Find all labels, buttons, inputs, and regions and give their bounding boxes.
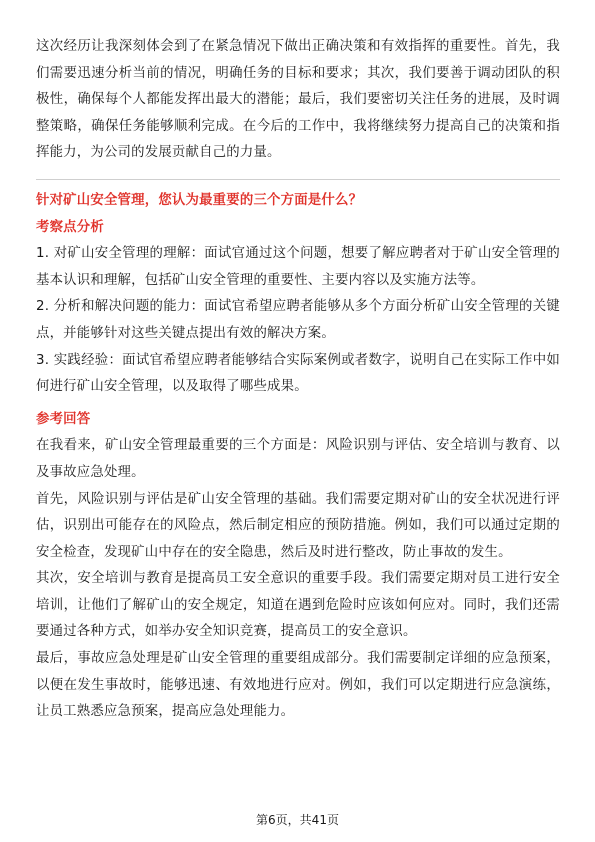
answer-paragraph: 最后，事故应急处理是矿山安全管理的重要组成部分。我们需要制定详细的应急预案，以便在发生事故时，能够迅速、有效地进行应对。例如，我们可以定期进行应急演练，让员工熟悉应急预案，提高应急处理能力。 xyxy=(36,651,560,720)
analysis-item: 1. 对矿山安全管理的理解：面试官通过这个问题，想要了解应聘者对于矿山安全管理的基本认识和理解，包括矿山安全管理的重要性、主要内容以及实施方法等。 xyxy=(36,246,560,288)
page-number: 第6页，共41页 xyxy=(256,813,339,827)
analysis-title: 考察点分析 xyxy=(36,219,104,235)
answer-paragraph: 在我看来，矿山安全管理最重要的三个方面是：风险识别与评估、安全培训与教育、以及事故应急处理。 xyxy=(36,438,560,480)
answer-paragraph: 首先，风险识别与评估是矿山安全管理的基础。我们需要定期对矿山的安全状况进行评估，识别出可能存在的风险点，然后制定相应的预防措施。例如，我们可以通过定期的安全检查，发现矿山中存在的安全隐患，然后及时进行整改，防止事故的发生。 xyxy=(36,491,560,560)
question-heading: 针对矿山安全管理，您认为最重要的三个方面是什么？ xyxy=(36,192,363,208)
answer-title: 参考回答 xyxy=(36,411,91,427)
document-page xyxy=(36,34,560,726)
intro-paragraph: 这次经历让我深刻体会到了在紧急情况下做出正确决策和有效指挥的重要性。首先，我们需要迅速分析当前的情况，明确任务的目标和要求；其次，我们要善于调动团队的积极性，确保每个人都能发挥出最大的潜能；最后，我们要密切关注任务的进展，及时调整策略，确保任务能够顺利完成。在今后的工作中，我将继续努力提高自己的决策和指挥能力，为公司的发展贡献自己的力量。 xyxy=(36,39,560,161)
analysis-item: 2. 分析和解决问题的能力：面试官希望应聘者能够从多个方面分析矿山安全管理的关键点，并能够针对这些关键点提出有效的解决方案。 xyxy=(36,299,560,341)
answer-paragraph: 其次，安全培训与教育是提高员工安全意识的重要手段。我们需要定期对员工进行安全培训，让他们了解矿山的安全规定，知道在遇到危险时应该如何应对。同时，我们还需要通过各种方式，如举办安全知识竞赛，提高员工的安全意识。 xyxy=(36,571,560,640)
analysis-item: 3. 实践经验：面试官希望应聘者能够结合实际案例或者数字，说明自己在实际工作中如何进行矿山安全管理，以及取得了哪些成果。 xyxy=(36,352,560,395)
section-divider xyxy=(36,179,560,180)
